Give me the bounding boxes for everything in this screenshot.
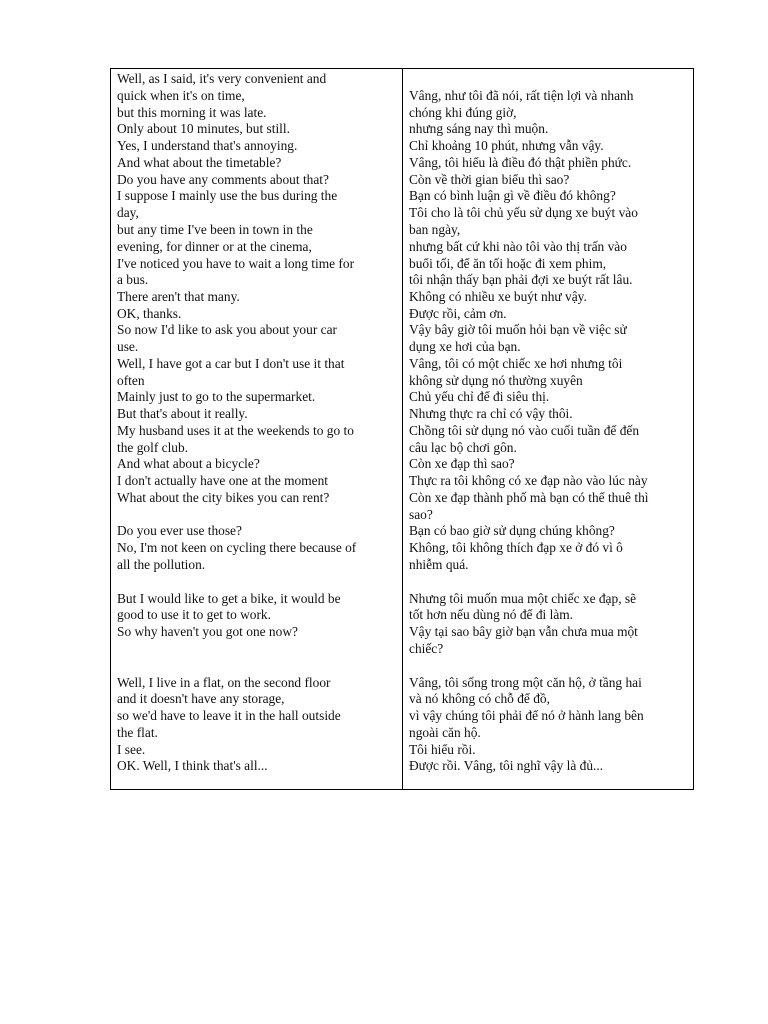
english-line: the flat.: [117, 725, 158, 740]
english-line: all the pollution.: [117, 557, 206, 572]
english-line: a bus.: [117, 272, 149, 287]
vietnamese-line: Bạn có bao giờ sử dụng chúng không?: [409, 523, 615, 538]
vietnamese-line: Nhưng tôi muốn mua một chiếc xe đạp, sẽ: [409, 591, 637, 606]
english-line: but this morning it was late.: [117, 105, 267, 120]
vietnamese-line: Tôi hiểu rồi.: [409, 742, 476, 757]
vietnamese-line: dụng xe hơi của bạn.: [409, 339, 521, 354]
vietnamese-line: Chỉ khoảng 10 phút, nhưng vẫn vậy.: [409, 138, 604, 153]
vietnamese-line: Vâng, tôi hiểu là điều đó thật phiền phức.: [409, 155, 632, 170]
english-line: day,: [117, 205, 139, 220]
vietnamese-line: và nó không có chỗ để đồ,: [409, 691, 550, 706]
english-line: So why haven't you got one now?: [117, 624, 298, 639]
vietnamese-line: Còn về thời gian biểu thì sao?: [409, 172, 570, 187]
english-line: But that's about it really.: [117, 406, 248, 421]
vietnamese-line: Vâng, như tôi đã nói, rất tiện lợi và nhanh: [409, 88, 634, 103]
vietnamese-line: Vậy tại sao bây giờ bạn vẫn chưa mua một: [409, 624, 638, 639]
english-line: And what about the timetable?: [117, 155, 282, 170]
vietnamese-line: nhưng bất cứ khi nào tôi vào thị trấn vào: [409, 239, 627, 254]
english-line: I don't actually have one at the moment: [117, 473, 329, 488]
vietnamese-line: Vâng, tôi sống trong một căn hộ, ở tầng hai: [409, 675, 642, 690]
vietnamese-line: nhưng sáng nay thì muộn.: [409, 121, 549, 136]
transcript-table: [110, 68, 694, 790]
english-line: OK, thanks.: [117, 306, 182, 321]
english-line: use.: [117, 339, 139, 354]
english-line: quick when it's on time,: [117, 88, 245, 103]
vietnamese-line: Chủ yếu chỉ để đi siêu thị.: [409, 389, 550, 404]
english-line: Do you ever use those?: [117, 523, 242, 538]
vietnamese-line: chiếc?: [409, 641, 444, 656]
english-line: Only about 10 minutes, but still.: [117, 121, 290, 136]
vietnamese-line: Vậy bây giờ tôi muốn hỏi bạn về việc sử: [409, 322, 627, 337]
english-line: good to use it to get to work.: [117, 607, 271, 622]
english-line: My husband uses it at the weekends to go to: [117, 423, 354, 438]
english-line: the golf club.: [117, 440, 189, 455]
vietnamese-line: nhiễm quá.: [409, 557, 469, 572]
vietnamese-line: Nhưng thực ra chỉ có vậy thôi.: [409, 406, 573, 421]
english-line: But I would like to get a bike, it would be: [117, 591, 341, 606]
vietnamese-line: Được rồi. Vâng, tôi nghĩ vậy là đủ...: [409, 758, 604, 773]
vietnamese-line: buổi tối, để ăn tối hoặc đi xem phim,: [409, 256, 607, 271]
vietnamese-column: [403, 69, 693, 789]
vietnamese-line: Không, tôi không thích đạp xe ở đó vì ô: [409, 540, 623, 555]
english-line: OK. Well, I think that's all...: [117, 758, 268, 773]
english-line: Mainly just to go to the supermarket.: [117, 389, 316, 404]
vietnamese-line: ban ngày,: [409, 222, 461, 237]
english-line: I suppose I mainly use the bus during the: [117, 188, 338, 203]
english-line: So now I'd like to ask you about your car: [117, 322, 337, 337]
vietnamese-line: Còn xe đạp thì sao?: [409, 456, 515, 471]
english-line: What about the city bikes you can rent?: [117, 490, 330, 505]
english-line: And what about a bicycle?: [117, 456, 260, 471]
english-line: I see.: [117, 742, 146, 757]
english-line: Do you have any comments about that?: [117, 172, 329, 187]
english-line: and it doesn't have any storage,: [117, 691, 285, 706]
english-line: evening, for dinner or at the cinema,: [117, 239, 312, 254]
english-line: I've noticed you have to wait a long time for: [117, 256, 355, 271]
vietnamese-line: câu lạc bộ chơi gôn.: [409, 440, 517, 455]
english-line: but any time I've been in town in the: [117, 222, 313, 237]
vietnamese-line: Được rồi, cảm ơn.: [409, 306, 507, 321]
vietnamese-line: Chồng tôi sử dụng nó vào cuối tuần để đến: [409, 423, 640, 438]
vietnamese-line: Tôi cho là tôi chủ yếu sử dụng xe buýt vào: [409, 205, 638, 220]
english-line: There aren't that many.: [117, 289, 240, 304]
vietnamese-line: Vâng, tôi có một chiếc xe hơi nhưng tôi: [409, 356, 623, 371]
english-line: No, I'm not keen on cycling there because of: [117, 540, 357, 555]
vietnamese-line: Thực ra tôi không có xe đạp nào vào lúc này: [409, 473, 648, 488]
english-line: Well, I live in a flat, on the second floor: [117, 675, 331, 690]
vietnamese-line: tôi nhận thấy bạn phải đợi xe buýt rất lâu.: [409, 272, 633, 287]
english-column: [111, 69, 403, 789]
english-line: Well, as I said, it's very convenient and: [117, 71, 327, 86]
english-line: often: [117, 373, 145, 388]
vietnamese-line: chóng khi đúng giờ,: [409, 105, 517, 120]
vietnamese-line: sao?: [409, 507, 433, 522]
english-line: Well, I have got a car but I don't use it that: [117, 356, 345, 371]
english-line: so we'd have to leave it in the hall outside: [117, 708, 341, 723]
english-line: Yes, I understand that's annoying.: [117, 138, 298, 153]
vietnamese-line: Bạn có bình luận gì về điều đó không?: [409, 188, 616, 203]
vietnamese-line: Không có nhiều xe buýt như vậy.: [409, 289, 587, 304]
vietnamese-line: vì vậy chúng tôi phải để nó ở hành lang bên: [409, 708, 644, 723]
vietnamese-line: không sử dụng nó thường xuyên: [409, 373, 583, 388]
vietnamese-line: Còn xe đạp thành phố mà bạn có thể thuê thì: [409, 490, 649, 505]
vietnamese-line: ngoài căn hộ.: [409, 725, 481, 740]
vietnamese-line: tốt hơn nếu dùng nó để đi làm.: [409, 607, 574, 622]
